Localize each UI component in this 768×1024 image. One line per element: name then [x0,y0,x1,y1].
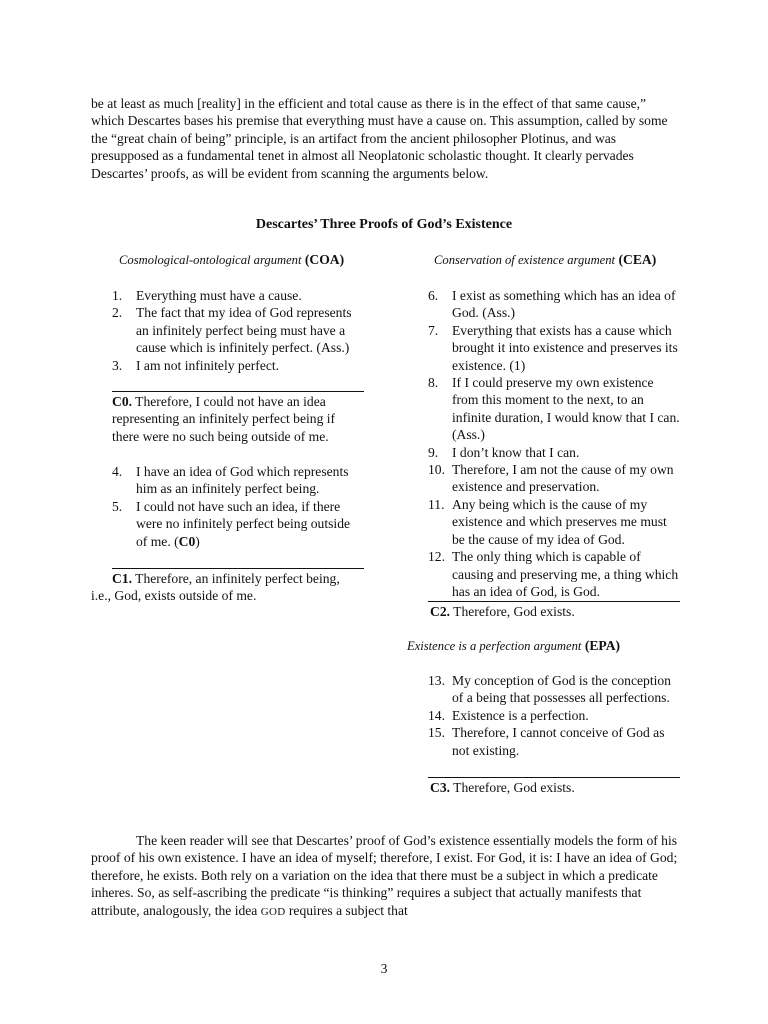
small-caps-god: GOD [260,905,286,918]
cea-premises [428,287,680,600]
list-item: 1. Everything must have a cause. [112,288,302,303]
list-item: 8. If I could preserve my own existence from this moment to the next, to an infinite duration, I would know that I can. (Ass.) [428,375,680,443]
coa-conclusion-c0: C0. Therefore, I could not have an idea representing an infinitely perfect being if there were no such being outside of me. [112,394,336,444]
epa-premises [428,672,680,759]
coa-heading-abbr: (COA) [304,252,345,267]
epa-divider [428,777,680,778]
page-number: 3 [380,961,388,976]
cea-heading [434,251,656,269]
list-item: 6. I exist as something which has an idea of God. (Ass.) [428,288,676,321]
intro-paragraph: be at least as much [reality] in the efficient and total cause as there is in the effect of that same cause,” which Descartes bases his premise that everything must have a cause on. This assumption, called by some the “great chain of being” principle, is an artifact from the ancient philosopher Plotinus, and was presupposed as a fundamental tenet in almost all Neoplatonic scholastic thought. It clearly pervades Descartes’ proofs, as will be evident from scanning the arguments below. [91,96,668,181]
list-item: 14. Existence is a perfection. [428,707,589,723]
coa-conclusion-c1-cont: i.e., God, exists outside of me. [91,588,257,603]
cea-divider [428,601,680,602]
list-item: 10. Therefore, I am not the cause of my own existence and preservation. [428,462,674,495]
list-item: 11. Any being which is the cause of my existence and which preserves me must be the cause of my idea of God. [428,496,667,547]
list-item: 15. Therefore, I cannot conceive of God as not existing. [428,725,665,758]
section-title: Descartes’ Three Proofs of God’s Existence [255,217,513,232]
list-item: 5. I could not have such an idea, if there were no infinitely perfect being outside of me. (C0) [112,498,351,549]
list-item: 12. The only thing which is capable of causing and preserving me, a thing which has an idea of God, is God. [428,549,679,599]
list-item: 7. Everything that exists has a cause which brought it into existence and preserves its existence. (1) [428,322,678,373]
coa-heading [119,251,344,269]
list-item: 9. I don’t know that I can. [428,444,580,460]
coa-premises-group1 [112,287,364,374]
cea-heading-abbr: (CEA) [618,252,657,267]
closing-paragraph: The keen reader will see that Descartes’ proof of God’s existence essentially models the form of his proof of his own existence. I have an idea of myself; therefore, I exist. For God, it is: I have an idea of God; therefore, he exists. Both rely on a variation on the idea that there must be a subject in which a predicate inheres. So, as self-ascribing the predicate “is thinking” requires a subject that actually manifests that attribute, analogously, the idea GOD requires a subject that [91,833,678,918]
list-item: 13. My conception of God is the conception of a being that possesses all perfections. [428,673,671,706]
coa-heading-italic: Cosmological-ontological argument [119,253,302,267]
cea-conclusion-c2: C2. Therefore, God exists. [430,604,575,619]
epa-heading-abbr: (EPA) [584,638,621,653]
coa-divider-2 [112,568,364,569]
epa-heading-italic: Existence is a perfection argument [407,639,582,653]
list-item: 2. The fact that my idea of God represents an infinitely perfect being must have a cause which is infinitely perfect. (Ass.) [112,305,352,356]
list-item: 3. I am not infinitely perfect. [112,357,280,373]
coa-divider-1 [112,391,364,392]
coa-conclusion-c1: C1. Therefore, an infinitely perfect being, [112,571,340,586]
epa-heading [407,637,620,655]
coa-premises-group2 [112,463,364,550]
cea-heading-italic: Conservation of existence argument [434,253,616,267]
list-item: 4. I have an idea of God which represents him as an infinitely perfect being. [112,464,349,497]
epa-conclusion-c3: C3. Therefore, God exists. [430,780,575,795]
